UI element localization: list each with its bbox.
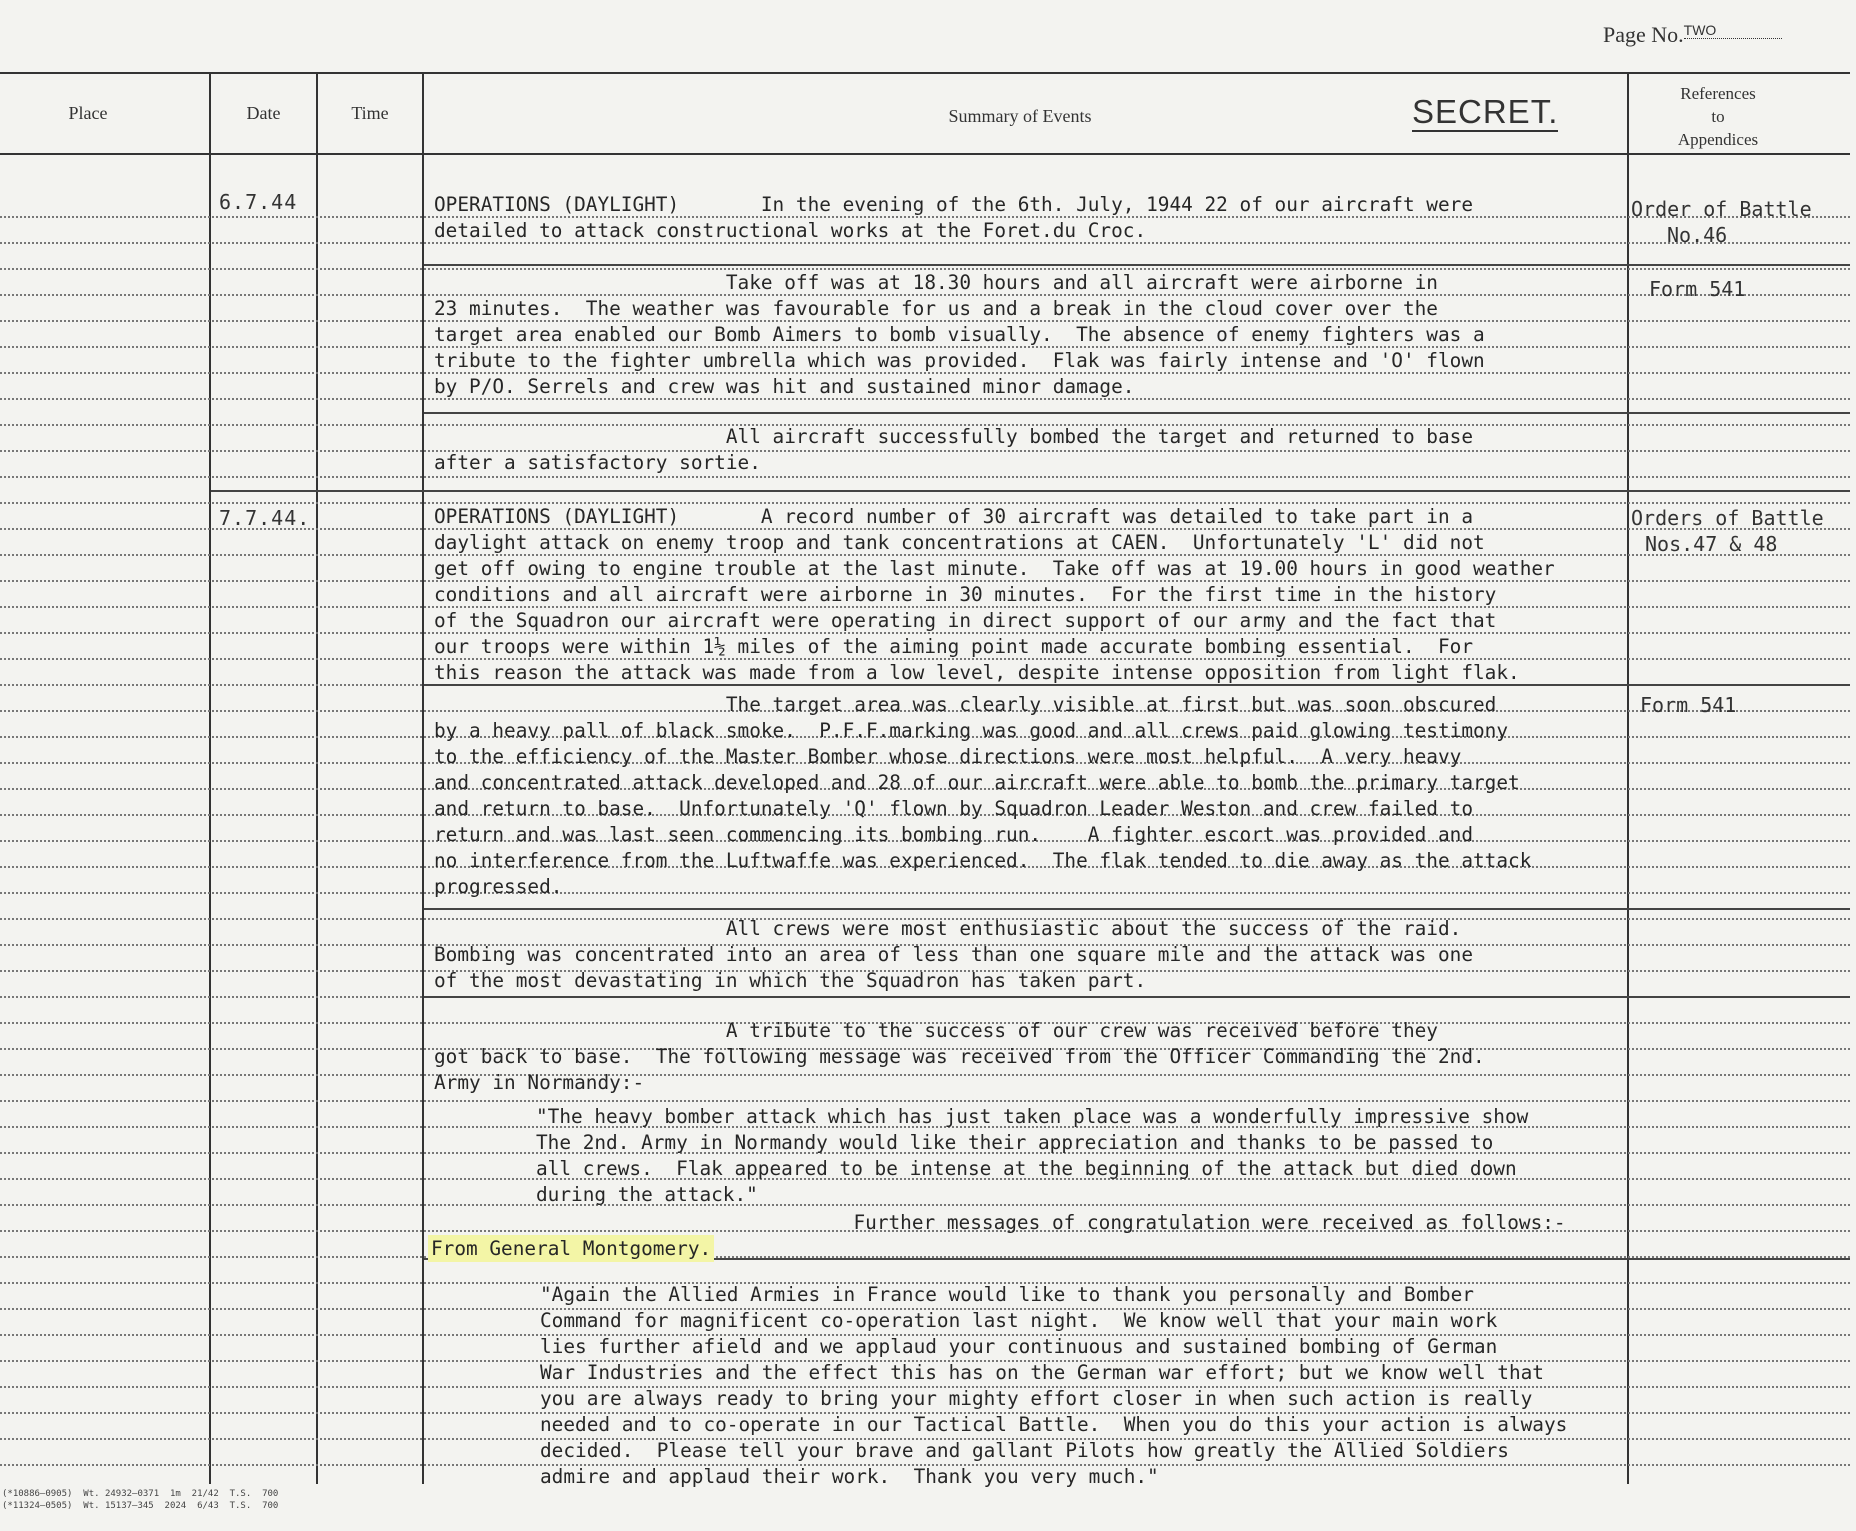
paragraph-separator — [211, 490, 1850, 492]
summary-line: and return to base. Unfortunately 'Q' flown by Squadron Leader Weston and crew failed to — [434, 797, 1473, 820]
column-rule-place — [209, 72, 211, 1484]
reference-line: Form 541 — [1649, 277, 1746, 301]
entry-date: 6.7.44 — [219, 190, 298, 214]
summary-line — [428, 1236, 714, 1262]
header-summary: Summary of Events — [948, 106, 1092, 126]
reference-cell — [1631, 196, 1831, 248]
summary-line: Take off was at 18.30 hours and all aircraft were airborne in — [434, 271, 1438, 294]
column-rule-date — [316, 72, 318, 1484]
reference-cell — [1640, 692, 1736, 718]
quote-line: you are always ready to bring your mighty effort closer in when such action is really — [540, 1387, 1533, 1410]
quote-line: War Industries and the effect this has on the German war effort; but we know well that — [540, 1361, 1544, 1384]
header-references-line-2: to — [1711, 107, 1725, 126]
reference-line: Order of Battle — [1631, 197, 1812, 221]
ruled-line — [0, 450, 1850, 452]
summary-line: OPERATIONS (DAYLIGHT) A record number of 30 aircraft was detailed to take part in a — [434, 505, 1473, 528]
page-number-value: TWO — [1684, 22, 1782, 39]
header-top-rule — [0, 72, 1850, 74]
column-rule-time — [422, 72, 424, 1484]
header-bottom-rule — [0, 153, 1850, 155]
form-print-code — [2, 1488, 278, 1512]
summary-line: tribute to the fighter umbrella which was provided. Flak was fairly intense and 'O' flown — [434, 349, 1485, 372]
quote-line: decided. Please tell your brave and gallant Pilots how greatly the Allied Soldiers — [540, 1439, 1509, 1462]
page-number — [1603, 22, 1782, 48]
header-references-line-3: Appendices — [1677, 130, 1759, 149]
header-date: Date — [246, 103, 281, 123]
summary-line: Army in Normandy:- — [434, 1071, 645, 1094]
summary-line: OPERATIONS (DAYLIGHT) In the evening of the 6th. July, 1944 22 of our aircraft were — [434, 193, 1473, 216]
reference-line: Orders of Battle — [1631, 506, 1824, 530]
quote-line: admire and applaud their work. Thank you very much." — [540, 1465, 1159, 1488]
header-place: Place — [68, 103, 108, 123]
summary-line: target area enabled our Bomb Aimers to bomb visually. The absence of enemy fighters was a — [434, 323, 1485, 346]
highlighted-heading: From General Montgomery. — [428, 1235, 714, 1262]
summary-line: of the most devastating in which the Squadron has taken part. — [434, 969, 1147, 992]
summary-line: by a heavy pall of black smoke. P.F.F.marking was good and all crews paid glowing testimony — [434, 719, 1509, 742]
quote-line: "Again the Allied Armies in France would like to thank you personally and Bomber — [540, 1283, 1474, 1306]
quote-line: all crews. Flak appeared to be intense at the beginning of the attack but died down — [536, 1157, 1517, 1180]
summary-line: Bombing was concentrated into an area of less than one square mile and the attack was one — [434, 943, 1473, 966]
summary-line: A tribute to the success of our crew was received before they — [434, 1019, 1438, 1042]
summary-line: All aircraft successfully bombed the target and returned to base — [434, 425, 1473, 448]
page-number-label: Page No. — [1603, 22, 1684, 47]
summary-line: to the efficiency of the Master Bomber whose directions were most helpful. A very heavy — [434, 745, 1462, 768]
summary-line: return and was last seen commencing its bombing run. A fighter escort was provided and — [434, 823, 1473, 846]
summary-line: daylight attack on enemy troop and tank concentrations at CAEN. Unfortunately 'L' did not — [434, 531, 1485, 554]
header-references-line-1: References — [1680, 84, 1756, 103]
summary-line: of the Squadron our aircraft were operating in direct support of our army and the fact that — [434, 609, 1497, 632]
ruled-line — [0, 476, 1850, 478]
summary-line: get off owing to engine trouble at the last minute. Take off was at 19.00 hours in good weather — [434, 557, 1555, 580]
quote-line: "The heavy bomber attack which has just taken place was a wonderfully impressive show — [536, 1105, 1529, 1128]
summary-line: got back to base. The following message was received from the Officer Commanding the 2nd. — [434, 1045, 1485, 1068]
column-rule-summary — [1627, 72, 1629, 1484]
quote-line: The 2nd. Army in Normandy would like their appreciation and thanks to be passed to — [536, 1131, 1494, 1154]
reference-cell — [1649, 276, 1745, 302]
quote-line: Command for magnificent co-operation last night. We know well that your main work — [540, 1309, 1498, 1332]
summary-line: All crews were most enthusiastic about the success of the raid. — [434, 917, 1462, 940]
form-print-code-line: (*11324—0505) Wt. 15137—345 2024 6/43 T.S. 700 — [2, 1501, 279, 1511]
paragraph-separator — [424, 908, 1850, 910]
reference-line: Nos.47 & 48 — [1645, 532, 1778, 556]
secret-stamp: SECRET. — [1412, 93, 1559, 130]
form-print-code-line: (*10886—0905) Wt. 24932—0371 1m 21/42 T.S. 700 — [2, 1489, 279, 1499]
ruled-line — [0, 1074, 1850, 1076]
summary-line: Further messages of congratulation were received as follows:- — [620, 1211, 1566, 1234]
summary-line: and concentrated attack developed and 28 of our aircraft were able to bomb the primary target — [434, 771, 1520, 794]
summary-line: no interference from the Luftwaffe was experienced. The flak tended to die away as the attack — [434, 849, 1532, 872]
header-time: Time — [351, 103, 389, 123]
quote-line: lies further afield and we applaud your continuous and sustained bombing of German — [540, 1335, 1498, 1358]
summary-line: 23 minutes. The weather was favourable for us and a break in the cloud cover over the — [434, 297, 1438, 320]
ruled-line — [0, 1100, 1850, 1102]
summary-line: our troops were within 1½ miles of the aiming point made accurate bombing essential. For — [434, 635, 1473, 658]
summary-line: conditions and all aircraft were airborne in 30 minutes. For the first time in the history — [434, 583, 1497, 606]
paragraph-separator — [424, 996, 1850, 998]
summary-line: this reason the attack was made from a low level, despite intense opposition from light flak. — [434, 661, 1520, 684]
reference-line: Form 541 — [1640, 693, 1737, 717]
summary-line: progressed. — [434, 875, 563, 898]
paragraph-separator — [424, 264, 1850, 266]
reference-cell — [1631, 505, 1856, 557]
quote-line: during the attack." — [536, 1183, 758, 1206]
paragraph-separator — [424, 412, 1850, 414]
summary-line: by P/O. Serrels and crew was hit and sustained minor damage. — [434, 375, 1135, 398]
reference-line: No.46 — [1667, 223, 1728, 247]
summary-line: The target area was clearly visible at first but was soon obscured — [434, 693, 1497, 716]
summary-line: after a satisfactory sortie. — [434, 451, 761, 474]
header-references — [1628, 82, 1808, 151]
ruled-line — [0, 1204, 1850, 1206]
ruled-line — [0, 892, 1850, 894]
quote-line: needed and to co-operate in our Tactical Battle. When you do this your action is always — [540, 1413, 1568, 1436]
entry-date: 7.7.44. — [219, 506, 311, 530]
summary-line: detailed to attack constructional works at the Foret.du Croc. — [434, 219, 1147, 242]
